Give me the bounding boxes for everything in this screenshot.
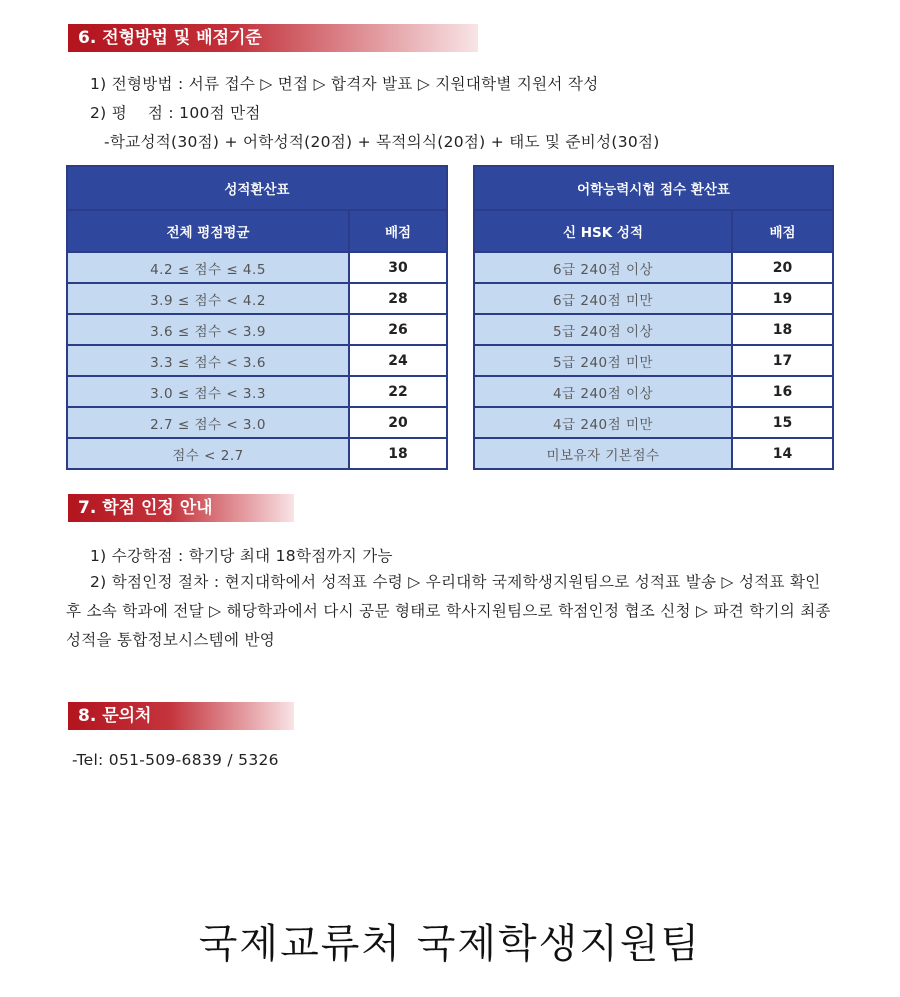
table-row <box>67 252 447 283</box>
hsk-level-cell: 5급 240점 이상 <box>474 314 732 345</box>
gpa-range-cell: 3.0 ≤ 점수 < 3.3 <box>67 376 349 407</box>
table-row <box>67 376 447 407</box>
table-row <box>474 438 833 469</box>
table-row <box>67 438 447 469</box>
hsk-level-cell: 5급 240점 미만 <box>474 345 732 376</box>
table-row <box>474 376 833 407</box>
table-row <box>67 283 447 314</box>
points-cell: 14 <box>732 438 833 469</box>
section-6-heading: 6. 전형방법 및 배점기준 <box>68 24 478 52</box>
grade-table-title: 성적환산표 <box>67 166 447 210</box>
gpa-range-cell: 점수 < 2.7 <box>67 438 349 469</box>
points-cell: 30 <box>349 252 447 283</box>
points-cell: 20 <box>349 407 447 438</box>
language-table-title: 어학능력시험 점수 환산표 <box>474 166 833 210</box>
grade-table-col-gpa: 전체 평점평균 <box>67 210 349 252</box>
credit-procedure-paragraph: 2) 학점인정 절차 : 현지대학에서 성적표 수령 ▷ 우리대학 국제학생지원팀으로 성적표 발송 ▷ 성적표 확인 후 소속 학과에 전달 ▷ 해당학과에서 다시 공문 형태로 학사지원팀으로 학점인정 협조 신청 ▷ 파견 학기의 최종 성적을 통합정보시스템에 반영 <box>66 573 831 649</box>
points-cell: 17 <box>732 345 833 376</box>
score-breakdown-line: -학교성적(30점) + 어학성적(20점) + 목적의식(20점) + 태도 및 준비성(30점) <box>104 133 660 151</box>
hsk-level-cell: 4급 240점 이상 <box>474 376 732 407</box>
hsk-level-cell: 미보유자 기본점수 <box>474 438 732 469</box>
hsk-level-cell: 4급 240점 미만 <box>474 407 732 438</box>
section-7-heading: 7. 학점 인정 안내 <box>68 494 294 522</box>
points-cell: 18 <box>732 314 833 345</box>
table-row <box>474 407 833 438</box>
gpa-range-cell: 3.6 ≤ 점수 < 3.9 <box>67 314 349 345</box>
points-cell: 20 <box>732 252 833 283</box>
points-cell: 16 <box>732 376 833 407</box>
section-8-heading: 8. 문의처 <box>68 702 294 730</box>
points-cell: 24 <box>349 345 447 376</box>
grade-table-col-points: 배점 <box>349 210 447 252</box>
points-cell: 28 <box>349 283 447 314</box>
gpa-range-cell: 3.3 ≤ 점수 < 3.6 <box>67 345 349 376</box>
grade-conversion-table <box>66 165 448 470</box>
credit-limit-line: 1) 수강학점 : 학기당 최대 18학점까지 가능 <box>90 547 393 565</box>
points-cell: 19 <box>732 283 833 314</box>
gpa-range-cell: 4.2 ≤ 점수 ≤ 4.5 <box>67 252 349 283</box>
table-row <box>474 314 833 345</box>
table-row <box>67 345 447 376</box>
points-cell: 26 <box>349 314 447 345</box>
selection-method-line: 1) 전형방법 : 서류 접수 ▷ 면접 ▷ 합격자 발표 ▷ 지원대학별 지원서 작성 <box>90 75 599 93</box>
points-cell: 22 <box>349 376 447 407</box>
table-row <box>474 345 833 376</box>
hsk-level-cell: 6급 240점 미만 <box>474 283 732 314</box>
score-line: 2) 평 점 : 100점 만점 <box>90 104 261 122</box>
hsk-level-cell: 6급 240점 이상 <box>474 252 732 283</box>
table-row <box>67 407 447 438</box>
points-cell: 15 <box>732 407 833 438</box>
table-row <box>67 314 447 345</box>
table-row <box>474 283 833 314</box>
footer-department: 국제교류처 국제학생지원팀 <box>198 921 702 967</box>
gpa-range-cell: 2.7 ≤ 점수 < 3.0 <box>67 407 349 438</box>
points-cell: 18 <box>349 438 447 469</box>
language-table-col-points: 배점 <box>732 210 833 252</box>
language-table-col-hsk: 신 HSK 성적 <box>474 210 732 252</box>
table-row <box>474 252 833 283</box>
gpa-range-cell: 3.9 ≤ 점수 < 4.2 <box>67 283 349 314</box>
language-score-table <box>473 165 834 470</box>
contact-tel: -Tel: 051-509-6839 / 5326 <box>72 751 279 769</box>
